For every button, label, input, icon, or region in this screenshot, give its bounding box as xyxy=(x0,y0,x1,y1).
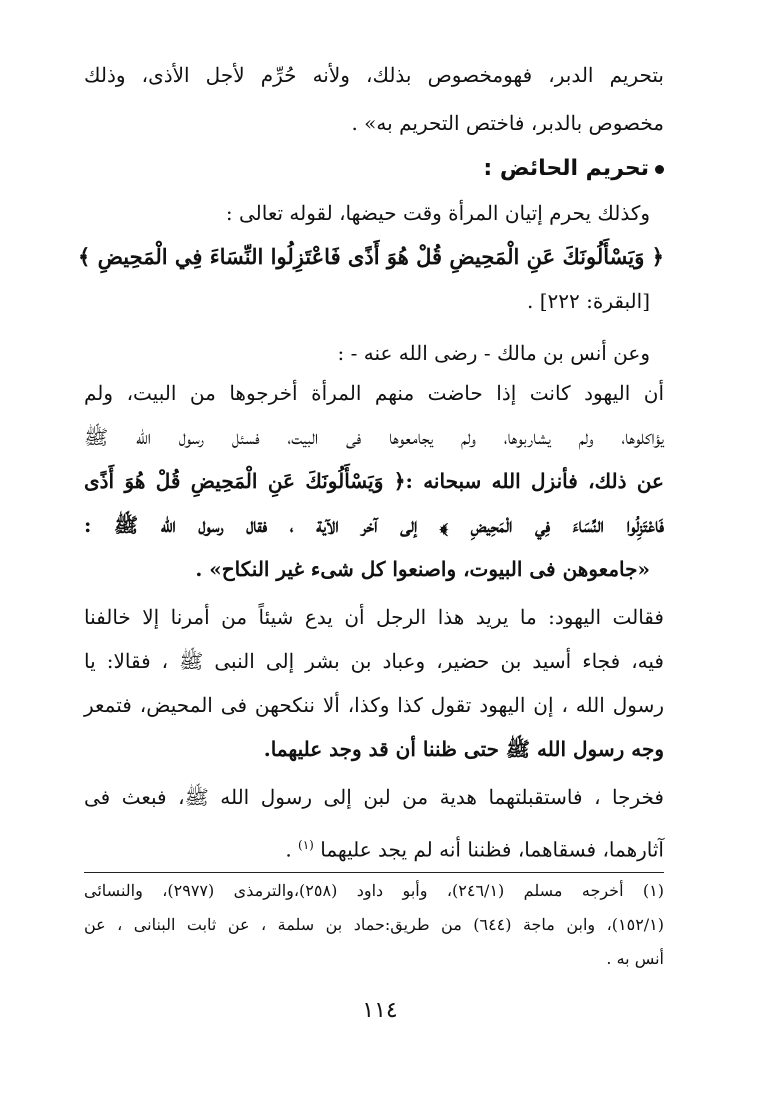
footnote-line-1: (١) أخرجه مسلم (٢٤٦/١)، وأبو داود (٢٥٨)،والترمذى (٢٩٧٧)، والنسائى xyxy=(84,881,665,900)
narration-line-2: يؤاكلوها، ولم يشاربوها، ولم يجامعوها فى البيت، فسئل رسول الله ﷺ xyxy=(84,425,664,449)
section-heading-text: تحريم الحائض : xyxy=(483,156,649,181)
text-line-1: بتحريم الدبر، فهومخصوص بذلك، ولأنه حُرِّم لأجل الأذى، وذلك xyxy=(84,63,664,87)
narration-line-1: أن اليهود كانت إذا حاضت منهم المرأة أخرجوها من البيت، ولم xyxy=(84,381,664,405)
continuation-line-6-text: آثارهما، فسقاهما، فظننا أنه لم يجد عليهما xyxy=(320,837,664,862)
verse-reference: [البقرة: ٢٢٢] . xyxy=(527,289,650,313)
end-mark: . xyxy=(285,837,292,862)
continuation-line-3: رسول الله ، إن اليهود تقول كذا وكذا، ألا ننكحهن فى المحيض، فتمعر xyxy=(84,693,664,717)
text-line-2: مخصوص بالدبر، فاختص التحريم به» . xyxy=(351,111,664,135)
hadith-quote: «جامعوهن فى البيوت، واصنعوا كل شىء غير النكاح» . xyxy=(195,557,650,581)
footnote-line-3: أنس به . xyxy=(606,949,664,968)
narration-intro: وعن أنس بن مالك - رضى الله عنه - : xyxy=(337,341,650,365)
section-heading xyxy=(483,156,664,182)
page-number: ١١٤ xyxy=(362,998,398,1023)
continuation-line-5: فخرجا ، فاستقبلتهما هدية من لبن إلى رسول الله ﷺ، فبعث فى xyxy=(84,785,664,809)
narration-line-3: عن ذلك، فأنزل الله سبحانه :﴿ وَيَسْأَلُونَكَ عَنِ الْمَحِيضِ قُلْ هُوَ أَذًى xyxy=(84,469,664,493)
footnote-divider xyxy=(84,872,664,873)
intro-line: وكذلك يحرم إتيان المرأة وقت حيضها، لقوله تعالى : xyxy=(225,201,650,225)
continuation-line-2: فيه، فجاء أسيد بن حضير، وعباد بن بشر إلى النبى ﷺ ، فقالا: يا xyxy=(84,649,664,673)
continuation-line-4: وجه رسول الله ﷺ حتى ظننا أن قد وجد عليهما. xyxy=(263,737,664,761)
footnote-line-2: (١٥٢/١)، وابن ماجة (٦٤٤) من طريق:حماد بن سلمة ، عن ثابت البنانى ، عن xyxy=(84,915,665,934)
footnote-marker: (١) xyxy=(298,838,314,852)
narration-line-4: فَاعْتَزِلُوا النِّسَاءَ فِي الْمَحِيضِ ﴾ إلى آخر الآية ، فقال رسول الله ﷺ : xyxy=(84,513,664,537)
continuation-line-1: فقالت اليهود: ما يريد هذا الرجل أن يدع شيئاً من أمرنا إلا خالفنا xyxy=(84,605,664,629)
bullet-icon xyxy=(655,165,664,174)
quran-verse: ﴿ وَيَسْأَلُونَكَ عَنِ الْمَحِيضِ قُلْ هُوَ أَذًى فَاعْتَزِلُوا النِّسَاءَ فِي الْمَحِيضِ ﴾ xyxy=(77,244,664,269)
continuation-line-6 xyxy=(285,832,664,863)
